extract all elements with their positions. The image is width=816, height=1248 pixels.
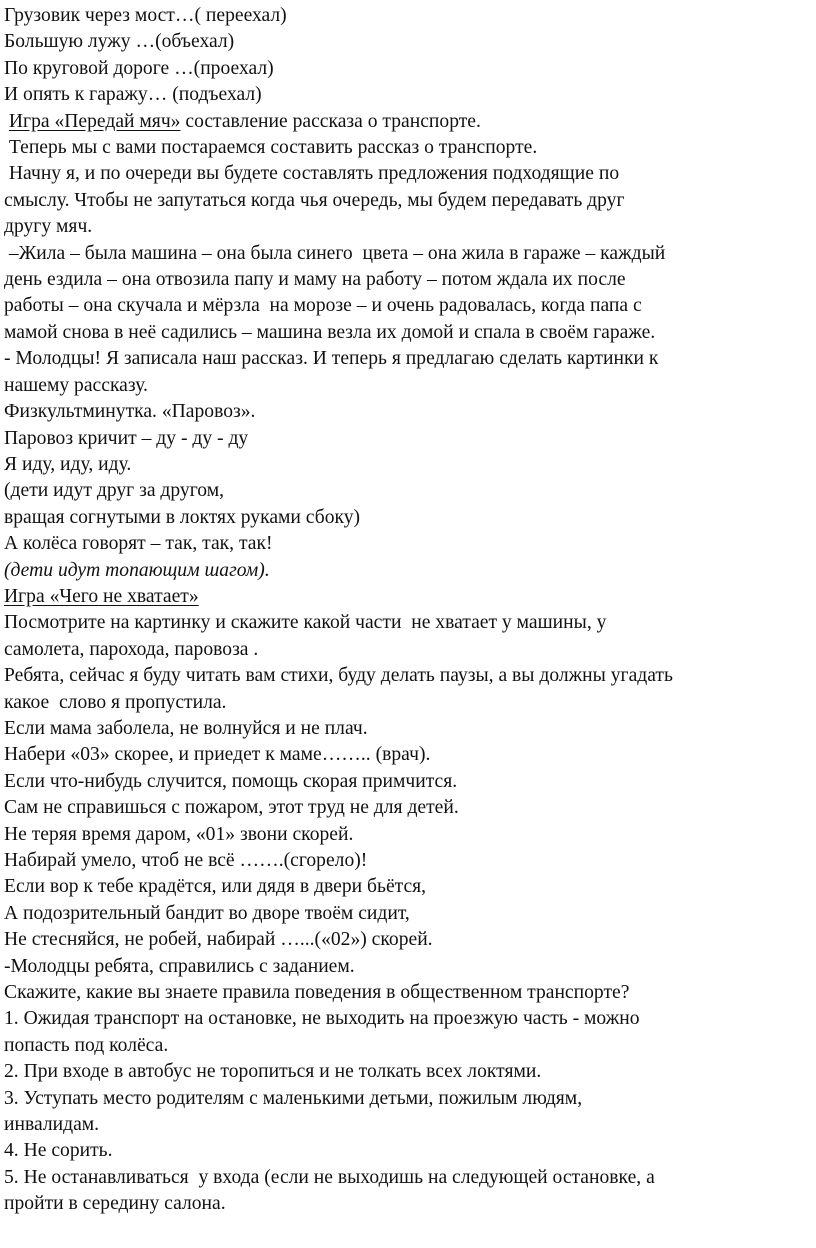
paragraph-line: -Молодцы ребята, справились с заданием. <box>4 955 355 977</box>
story-line: день ездила – она отвозила папу и маму на работу – потом ждала их после <box>4 269 626 291</box>
verse-line: Сам не справишься с пожаром, этот труд не для детей. <box>4 797 459 819</box>
verse-line: Не теряя время даром, «01» звони скорей. <box>4 823 354 845</box>
rule-item: 2. При входе в автобус не торопиться и не толкать всех локтями. <box>4 1061 542 1083</box>
story-line: мамой снова в неё садились – машина везла их домой и спала в своём гараже. <box>4 321 656 343</box>
verse-line: А подозрительный бандит во дворе твоём сидит, <box>4 902 410 924</box>
rule-item-continuation: попасть под колёса. <box>4 1034 169 1056</box>
paragraph-line: какое слово я пропустила. <box>4 691 227 713</box>
paragraph-line: смыслу. Чтобы не запутаться когда чья очередь, мы будем передавать друг <box>4 189 625 211</box>
paragraph-line: Теперь мы с вами постараемся составить рассказ о транспорте. <box>4 137 538 159</box>
italic-instruction: (дети идут топающим шагом). <box>4 559 270 581</box>
verse-line: И опять к гаражу… (подъехал) <box>4 84 262 106</box>
verse-line: Большую лужу …(объехал) <box>4 31 235 53</box>
instruction-line: (дети идут друг за другом, <box>4 480 224 502</box>
section-heading: Физкультминутка. «Паровоз». <box>4 401 256 423</box>
rule-item-continuation: пройти в середину салона. <box>4 1193 226 1215</box>
game-description: составление рассказа о транспорте. <box>180 110 481 132</box>
paragraph-line: Посмотрите на картинку и скажите какой части не хватает у машины, у <box>4 612 607 634</box>
verse-line: Набери «03» скорее, и приедет к маме…….. (врач). <box>4 744 431 766</box>
story-line: –Жила – была машина – она была синего цвета – она жила в гараже – каждый <box>4 242 666 264</box>
verse-line: Я иду, иду, иду. <box>4 453 132 475</box>
paragraph-line: Начну я, и по очереди вы будете составлять предложения подходящие по <box>4 163 620 185</box>
game-title-whats-missing: Игра «Чего не хватает» <box>4 585 199 607</box>
instruction-line: вращая согнутыми в локтях руками сбоку) <box>4 506 361 528</box>
paragraph-line: нашему рассказу. <box>4 374 148 396</box>
verse-line: Грузовик через мост…( переехал) <box>4 5 287 26</box>
game-title-pass-ball: Игра «Передай мяч» <box>8 110 181 132</box>
rule-item: 5. Не останавливаться у входа (если не выходишь на следующей остановке, а <box>4 1166 655 1188</box>
rule-item: 1. Ожидая транспорт на остановке, не выходить на проезжую часть - можно <box>4 1008 640 1030</box>
verse-line: Набирай умело, чтоб не всё …….(сгорело)! <box>4 850 368 871</box>
paragraph-line: другу мяч. <box>4 216 93 238</box>
question-line: Скажите, какие вы знаете правила поведения в общественном транспорте? <box>4 982 630 1004</box>
rule-item: 3. Уступать место родителям с маленькими детьми, пожилым людям, <box>4 1087 583 1109</box>
paragraph-line: Ребята, сейчас я буду читать вам стихи, буду делать паузы, а вы должны угадать <box>4 665 673 687</box>
story-line: работы – она скучала и мёрзла на морозе – и очень радовалась, когда папа с <box>4 295 642 317</box>
rule-item: 4. Не сорить. <box>4 1140 113 1162</box>
verse-line: Если вор к тебе крадётся, или дядя в двери бьётся, <box>4 876 427 898</box>
rule-item-continuation: инвалидам. <box>4 1114 100 1136</box>
verse-line: Если что-нибудь случится, помощь скорая примчится. <box>4 770 458 792</box>
game-heading-line <box>4 109 816 135</box>
paragraph-line: - Молодцы! Я записала наш рассказ. И теперь я предлагаю сделать картинки к <box>4 348 659 370</box>
verse-line: Не стесняйся, не робей, набирай …...(«02») скорей. <box>4 929 433 951</box>
verse-line: Если мама заболела, не волнуйся и не плач. <box>4 717 368 739</box>
verse-line: А колёса говорят – так, так, так! <box>4 533 273 555</box>
verse-line: По круговой дороге …(проехал) <box>4 57 274 79</box>
paragraph-line: самолета, парохода, паровоза . <box>4 638 259 660</box>
verse-line: Паровоз кричит – ду - ду - ду <box>4 427 249 449</box>
